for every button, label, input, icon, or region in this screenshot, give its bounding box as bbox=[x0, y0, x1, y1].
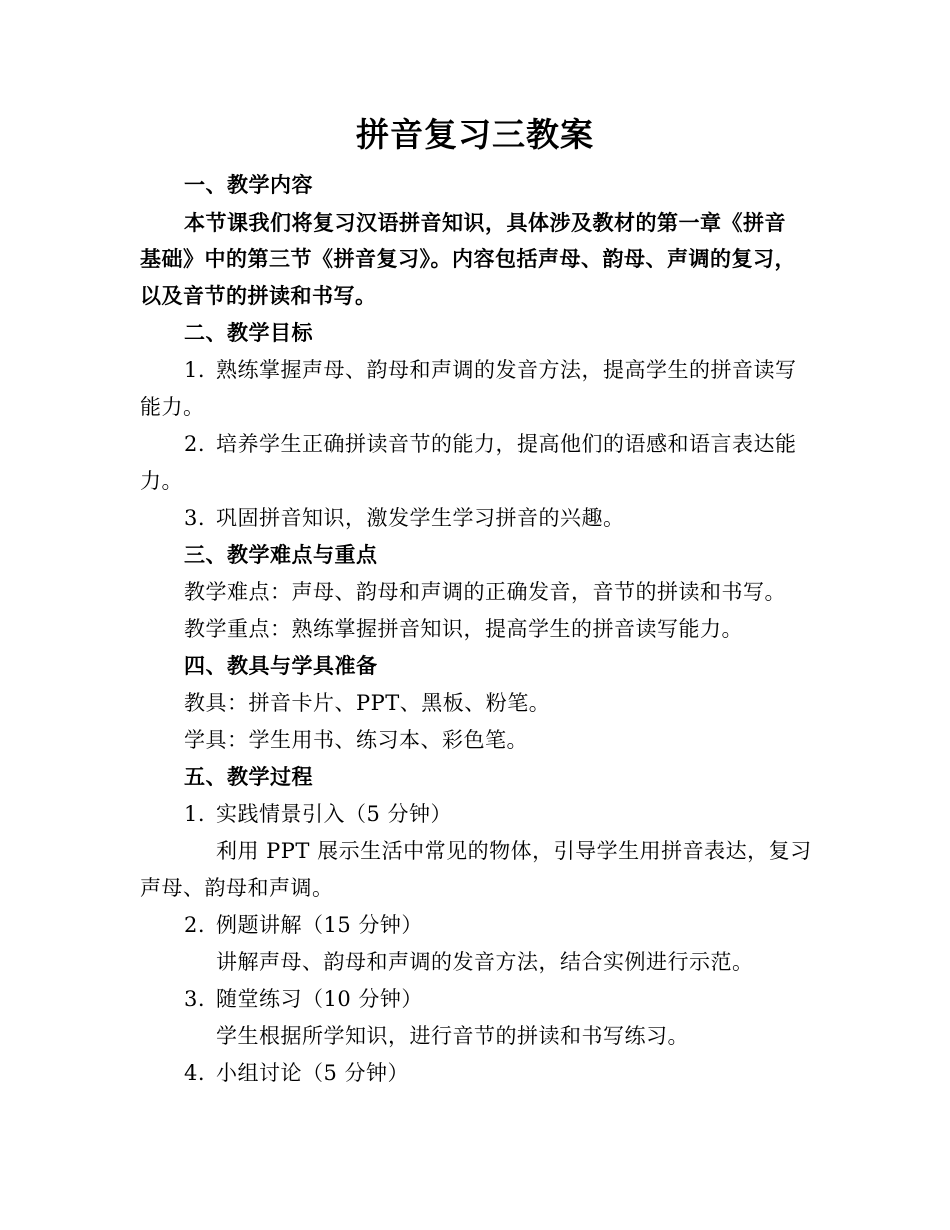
goal-number: 1. bbox=[184, 358, 206, 382]
goal-item bbox=[184, 355, 810, 385]
process-step bbox=[184, 984, 810, 1014]
goal-item bbox=[184, 503, 810, 533]
step-number: 2. bbox=[184, 913, 206, 937]
goal-text-continued: 力。 bbox=[140, 469, 183, 493]
goal-text: 巩固拼音知识，激发学生学习拼音的兴趣。 bbox=[216, 506, 625, 530]
section-heading-content: 一、教学内容 bbox=[184, 172, 313, 197]
step-title: 小组讨论（5 分钟） bbox=[216, 1061, 410, 1085]
difficulty-text: 教学难点：声母、韵母和声调的正确发音，音节的拼读和书写。 bbox=[184, 580, 786, 604]
goal-item bbox=[184, 429, 810, 459]
step-description: 学生根据所学知识，进行音节的拼读和书写练习。 bbox=[216, 1024, 689, 1048]
goal-number: 2. bbox=[184, 432, 206, 456]
process-step bbox=[184, 910, 810, 940]
content-paragraph-line-3: 以及音节的拼读和书写。 bbox=[140, 283, 377, 308]
step-title: 实践情景引入（5 分钟） bbox=[216, 802, 453, 826]
section-heading-goals: 二、教学目标 bbox=[184, 320, 313, 345]
step-title: 随堂练习（10 分钟） bbox=[216, 987, 423, 1011]
section-heading-tools: 四、教具与学具准备 bbox=[184, 653, 378, 678]
step-description: 利用 PPT 展示生活中常见的物体，引导学生用拼音表达，复习 bbox=[216, 839, 812, 863]
step-number: 1. bbox=[184, 802, 206, 826]
goal-text: 培养学生正确拼读音节的能力，提高他们的语感和语言表达能 bbox=[216, 432, 797, 456]
process-step bbox=[184, 799, 810, 829]
goal-text-continued: 能力。 bbox=[140, 395, 205, 419]
content-paragraph-line-2: 基础》中的第三节《拼音复习》。内容包括声母、韵母、声调的复习， bbox=[140, 246, 796, 271]
step-description-continued: 声母、韵母和声调。 bbox=[140, 876, 334, 900]
teacher-tools-text: 教具：拼音卡片、PPT、黑板、粉笔。 bbox=[184, 691, 551, 715]
step-title: 例题讲解（15 分钟） bbox=[216, 913, 423, 937]
student-tools-text: 学具：学生用书、练习本、彩色笔。 bbox=[184, 728, 528, 752]
step-number: 4. bbox=[184, 1061, 206, 1085]
goal-number: 3. bbox=[184, 506, 206, 530]
section-heading-difficulty: 三、教学难点与重点 bbox=[184, 542, 378, 567]
key-point-text: 教学重点：熟练掌握拼音知识，提高学生的拼音读写能力。 bbox=[184, 617, 743, 641]
document-title: 拼音复习三教案 bbox=[356, 115, 594, 154]
process-step bbox=[184, 1058, 810, 1088]
step-description: 讲解声母、韵母和声调的发音方法，结合实例进行示范。 bbox=[216, 950, 754, 974]
content-paragraph-line-1: 本节课我们将复习汉语拼音知识，具体涉及教材的第一章《拼音 bbox=[184, 210, 786, 235]
section-heading-process: 五、教学过程 bbox=[184, 764, 313, 789]
goal-text: 熟练掌握声母、韵母和声调的发音方法，提高学生的拼音读写 bbox=[216, 358, 797, 382]
step-number: 3. bbox=[184, 987, 206, 1011]
